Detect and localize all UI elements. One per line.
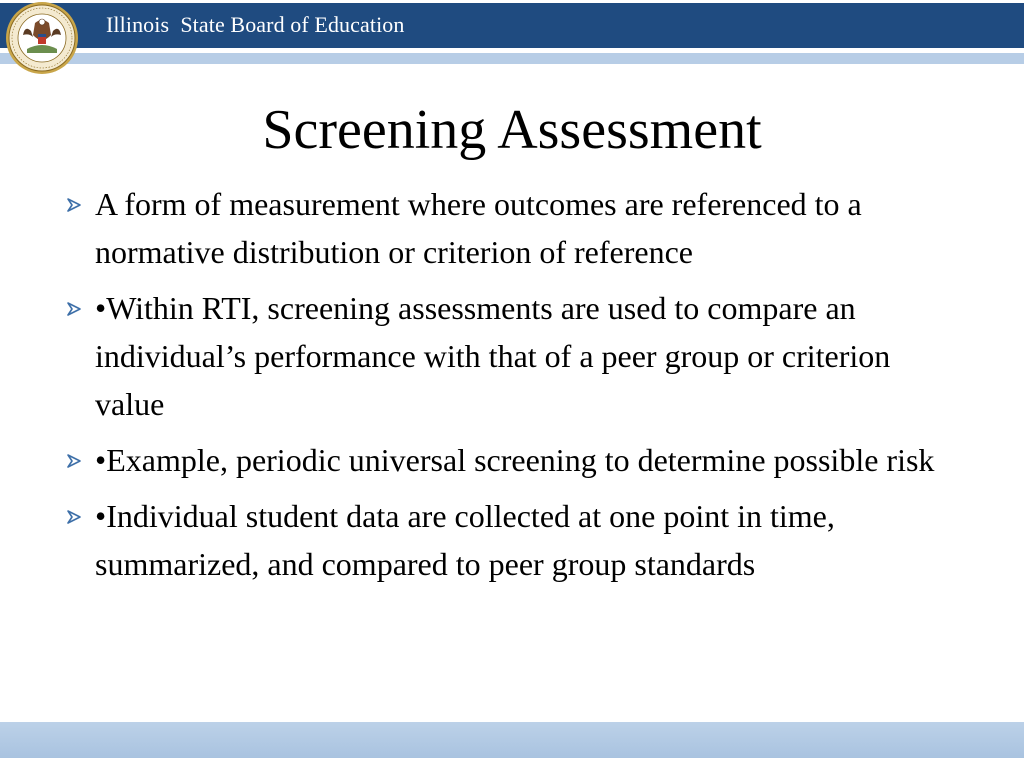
bullet-item — [64, 436, 964, 484]
bullet-text: •Within RTI, screening assessments are used to compare an individual’s performance with that of a peer group or criterion value — [95, 290, 891, 422]
bullet-text: •Individual student data are collected at one point in time, summarized, and compared to peer group standards — [95, 498, 835, 582]
header-stripe — [0, 53, 1024, 64]
arrow-bullet-icon — [66, 453, 84, 469]
slide-title: Screening Assessment — [262, 99, 762, 161]
bullet-item — [64, 284, 964, 428]
bullet-list — [64, 180, 964, 596]
footer-bar — [0, 722, 1024, 758]
bullet-text: A form of measurement where outcomes are referenced to a normative distribution or criterion of reference — [95, 186, 862, 270]
bullet-item — [64, 492, 964, 588]
bullet-item — [64, 180, 964, 276]
arrow-bullet-icon — [66, 197, 84, 213]
organization-name: Illinois State Board of Education — [106, 12, 405, 37]
arrow-bullet-icon — [66, 301, 84, 317]
illinois-state-seal-icon — [5, 1, 79, 75]
arrow-bullet-icon — [66, 509, 84, 525]
bullet-text: •Example, periodic universal screening to determine possible risk — [95, 442, 935, 478]
